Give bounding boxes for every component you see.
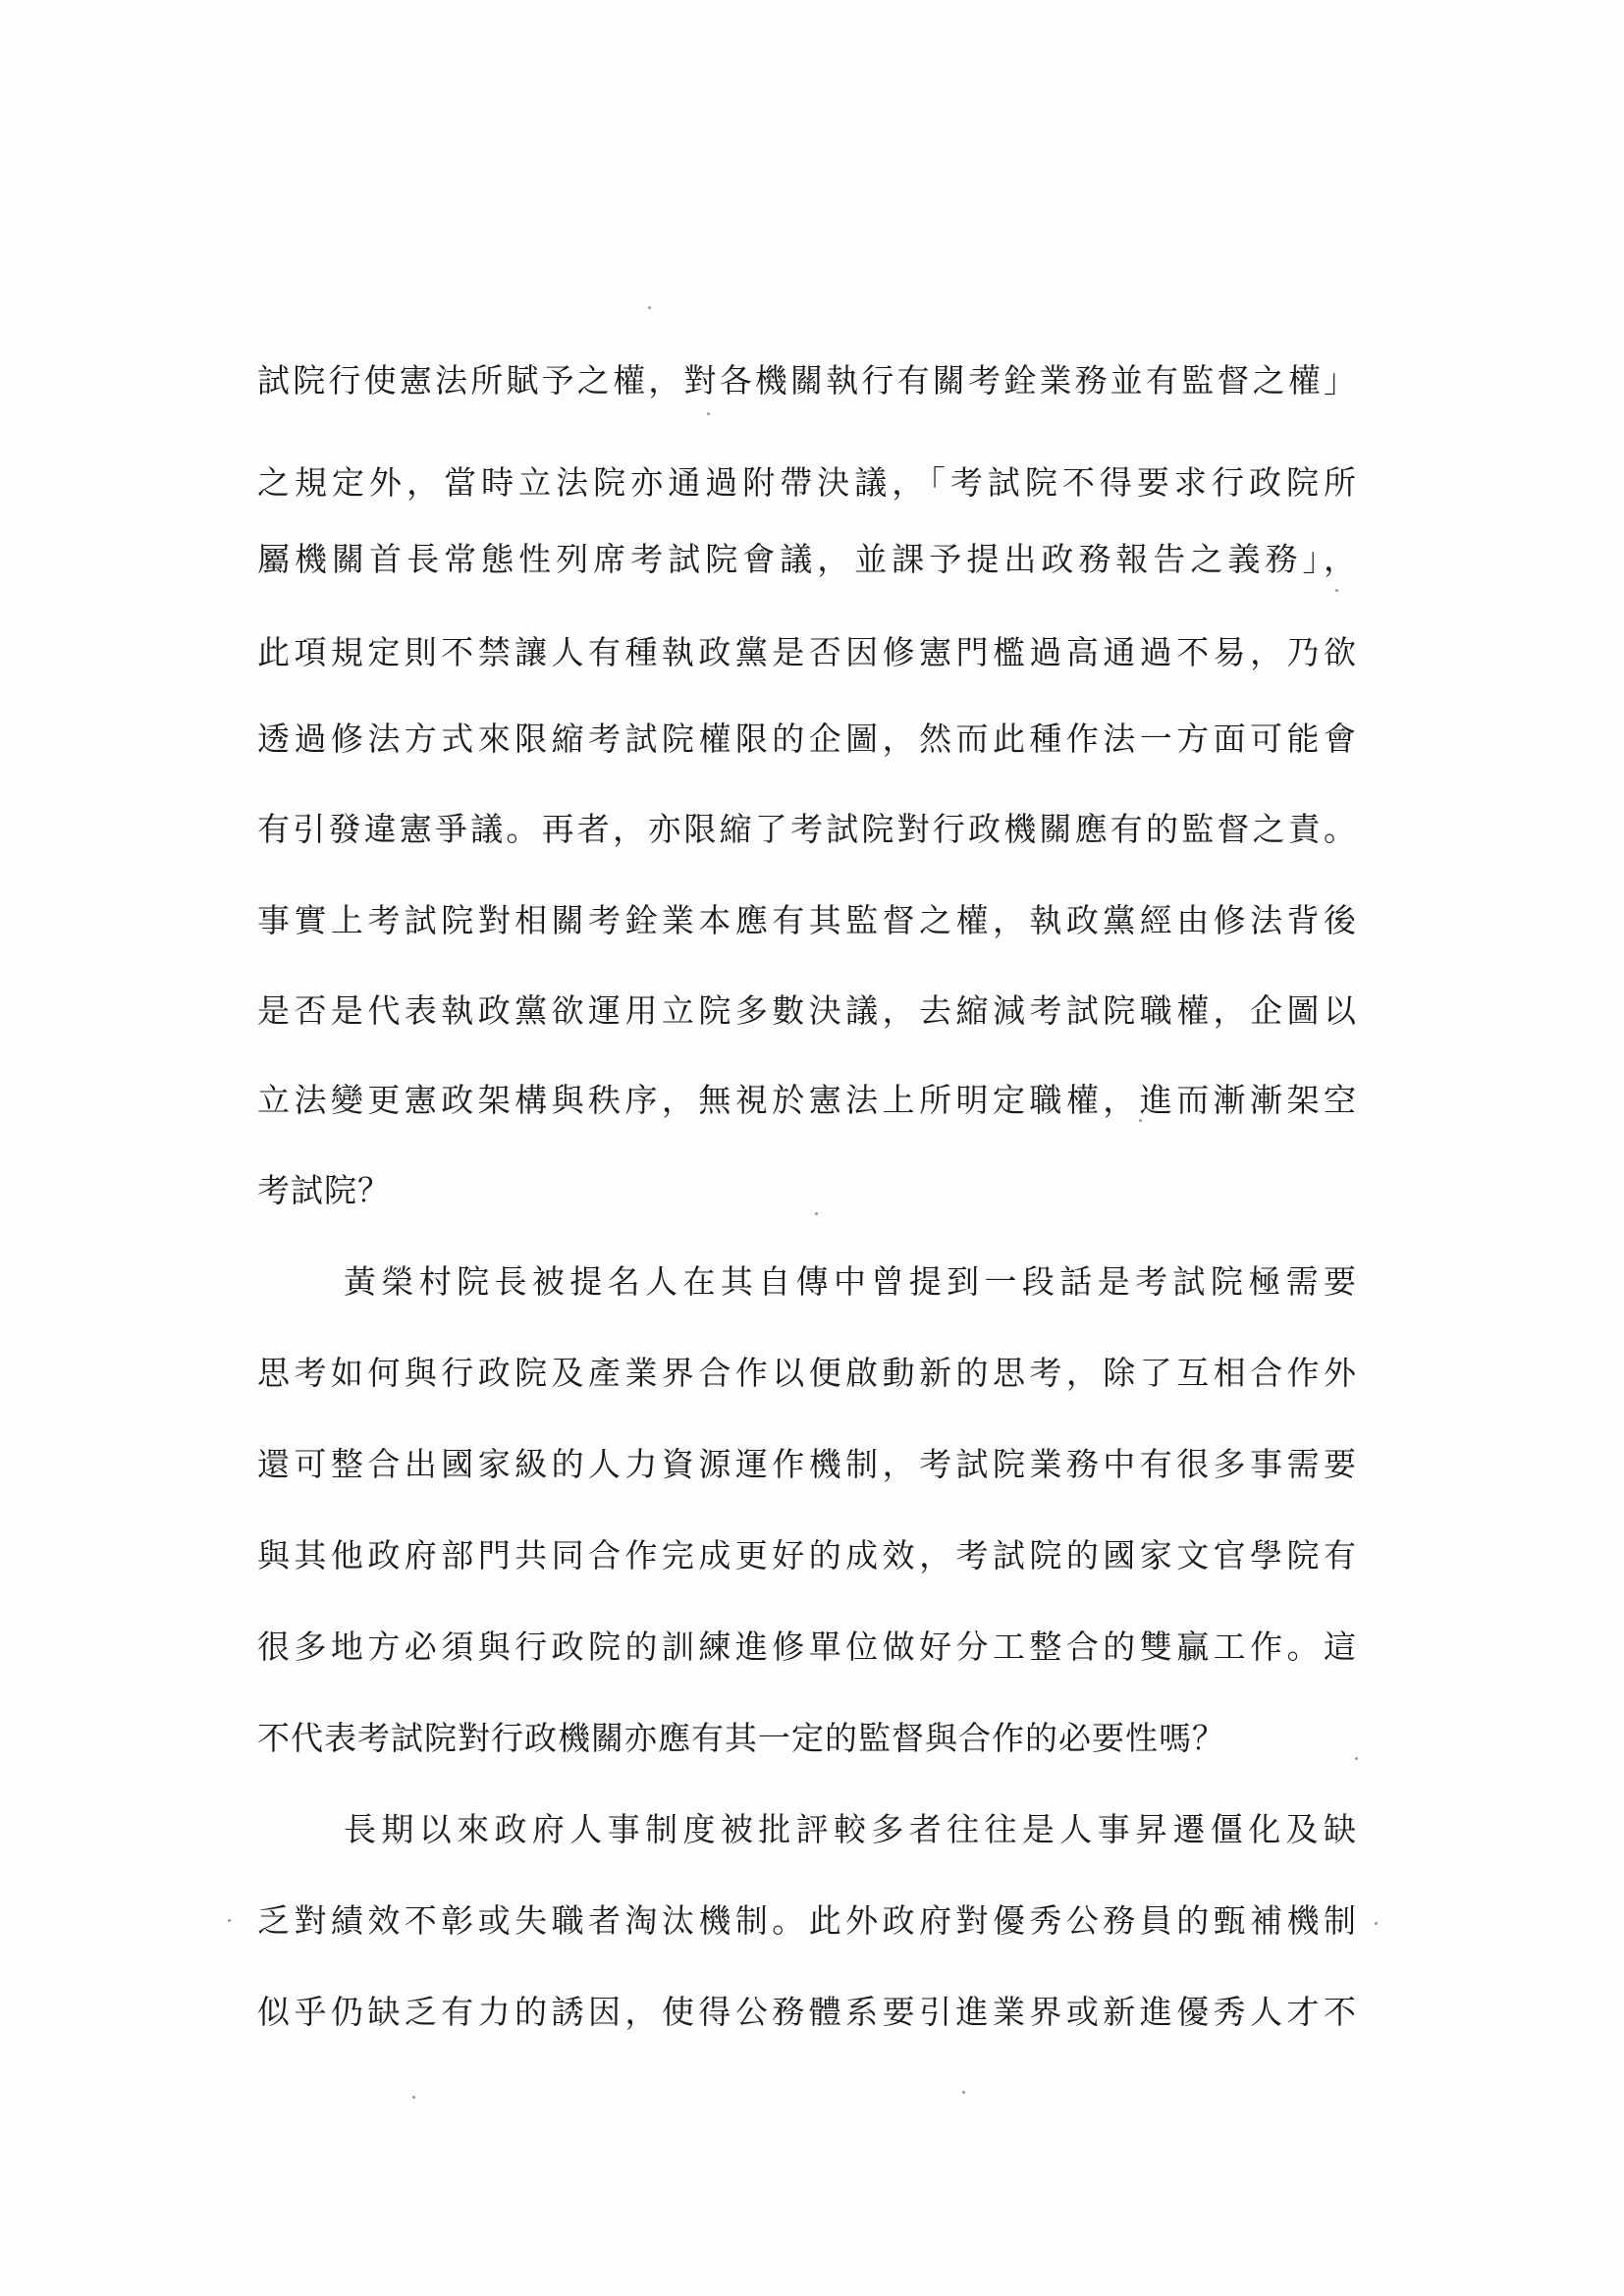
text-line-8: 是否是代表執政黨欲運用立院多數決議，去縮減考試院職權，企圖以 bbox=[257, 991, 1357, 1030]
text-line-16: 不代表考試院對行政機關亦應有其一定的監督與合作的必要性嗎？ bbox=[257, 1719, 1225, 1757]
scan-speck bbox=[1375, 1922, 1378, 1925]
text-line-2: 之規定外，當時立法院亦通過附帶決議，「考試院不得要求行政院所 bbox=[257, 463, 1357, 502]
text-line-17: 長期以來政府人事制度被批評較多者往往是人事昇遷僵化及缺 bbox=[344, 1810, 1357, 1848]
text-line-7: 事實上考試院對相關考銓業本應有其監督之權，執政黨經由修法背後 bbox=[257, 901, 1357, 939]
scan-speck bbox=[412, 2096, 415, 2099]
text-line-14: 與其他政府部門共同合作完成更好的成效，考試院的國家文官學院有 bbox=[257, 1536, 1357, 1575]
text-line-10: 考試院？ bbox=[257, 1171, 391, 1209]
text-line-3: 屬機關首長常態性列席考試院會議，並課予提出政務報告之義務」， bbox=[257, 540, 1357, 578]
text-line-11: 黃榮村院長被提名人在其自傳中曾提到一段話是考試院極需要 bbox=[344, 1262, 1357, 1301]
scan-speck bbox=[707, 412, 710, 415]
text-line-15: 很多地方必須與行政院的訓練進修單位做好分工整合的雙贏工作。這 bbox=[257, 1628, 1357, 1666]
scan-speck bbox=[1335, 589, 1338, 592]
scan-speck bbox=[1139, 1119, 1142, 1122]
scan-speck bbox=[228, 1919, 231, 1922]
text-line-5: 透過修法方式來限縮考試院權限的企圖，然而此種作法一方面可能會 bbox=[257, 720, 1357, 758]
text-line-9: 立法變更憲政架構與秩序，無視於憲法上所明定職權，進而漸漸架空 bbox=[257, 1081, 1357, 1119]
text-line-19: 似乎仍缺乏有力的誘因，使得公務體系要引進業界或新進優秀人才不 bbox=[257, 1993, 1357, 2031]
text-line-13: 還可整合出國家級的人力資源運作機制，考試院業務中有很多事需要 bbox=[257, 1445, 1357, 1483]
text-line-4: 此項規定則不禁讓人有種執政黨是否因修憲門檻過高通過不易，乃欲 bbox=[257, 633, 1357, 671]
text-line-12: 思考如何與行政院及產業界合作以便啟動新的思考，除了互相合作外 bbox=[257, 1354, 1357, 1392]
text-line-6: 有引發違憲爭議。再者，亦限縮了考試院對行政機關應有的監督之責。 bbox=[257, 810, 1357, 848]
scan-speck bbox=[648, 306, 651, 309]
scan-speck bbox=[1355, 1757, 1358, 1760]
scan-speck bbox=[815, 1212, 818, 1215]
text-line-18: 乏對績效不彰或失職者淘汰機制。此外政府對優秀公務員的甄補機制 bbox=[257, 1901, 1357, 1940]
text-line-1: 試院行使憲法所賦予之權，對各機關執行有關考銓業務並有監督之權」 bbox=[257, 361, 1357, 400]
scan-speck bbox=[962, 2091, 965, 2094]
